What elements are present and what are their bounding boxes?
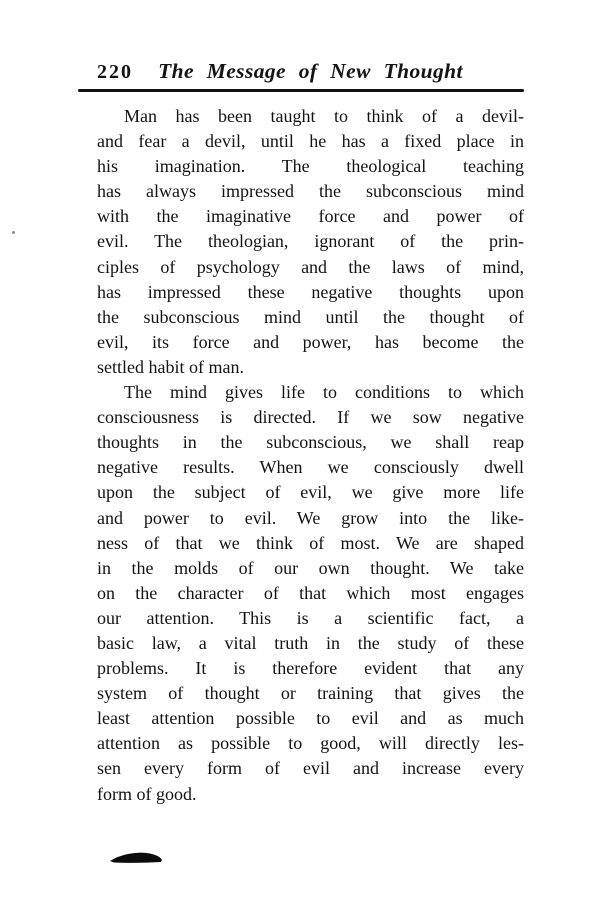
page-text xyxy=(97,104,524,807)
text-line: ciples of psychology and the laws of mind, xyxy=(97,256,524,277)
text-line: our attention. This is a scientific fact, a xyxy=(97,607,524,628)
text-line: on the character of that which most engages xyxy=(97,582,524,603)
text-line: in the molds of our own thought. We take xyxy=(97,557,524,578)
page-header xyxy=(97,59,524,85)
text-line: evil, its force and power, has become the xyxy=(97,331,524,352)
text-line: sen every form of evil and increase every xyxy=(97,758,524,779)
text-line: system of thought or training that gives the xyxy=(97,683,524,704)
text-line: attention as possible to good, will directly les- xyxy=(97,733,524,754)
text-line: with the imaginative force and power of xyxy=(97,206,524,227)
text-line: evil. The theologian, ignorant of the prin- xyxy=(97,231,524,252)
text-line: The mind gives life to conditions to which xyxy=(124,382,524,403)
text-line: least attention possible to evil and as much xyxy=(97,708,524,729)
running-head-title: The Message of New Thought xyxy=(158,59,463,83)
text-line: consciousness is directed. If we sow negative xyxy=(97,407,524,428)
text-line: ness of that we think of most. We are shaped xyxy=(97,532,524,553)
text-line: Man has been taught to think of a devil- xyxy=(124,106,524,126)
text-line: and fear a devil, until he has a fixed place in xyxy=(97,131,524,152)
ink-smudge-mark xyxy=(108,850,164,865)
header-rule xyxy=(78,89,524,92)
text-line: negative results. When we consciously dwell xyxy=(97,457,524,478)
page-number: 220 xyxy=(97,61,133,83)
text-line: has always impressed the subconscious mind xyxy=(97,181,524,202)
margin-dot-mark xyxy=(12,231,15,234)
text-line: settled habit of man. xyxy=(97,356,244,377)
text-line: upon the subject of evil, we give more life xyxy=(97,482,524,503)
text-line: problems. It is therefore evident that any xyxy=(97,658,524,679)
text-line: form of good. xyxy=(97,783,197,804)
text-line: thoughts in the subconscious, we shall reap xyxy=(97,432,524,453)
text-line: has impressed these negative thoughts upon xyxy=(97,281,524,302)
text-line: basic law, a vital truth in the study of these xyxy=(97,632,524,653)
text-line: and power to evil. We grow into the like- xyxy=(97,507,524,528)
text-line: his imagination. The theological teaching xyxy=(97,156,524,177)
text-line: the subconscious mind until the thought of xyxy=(97,306,524,327)
